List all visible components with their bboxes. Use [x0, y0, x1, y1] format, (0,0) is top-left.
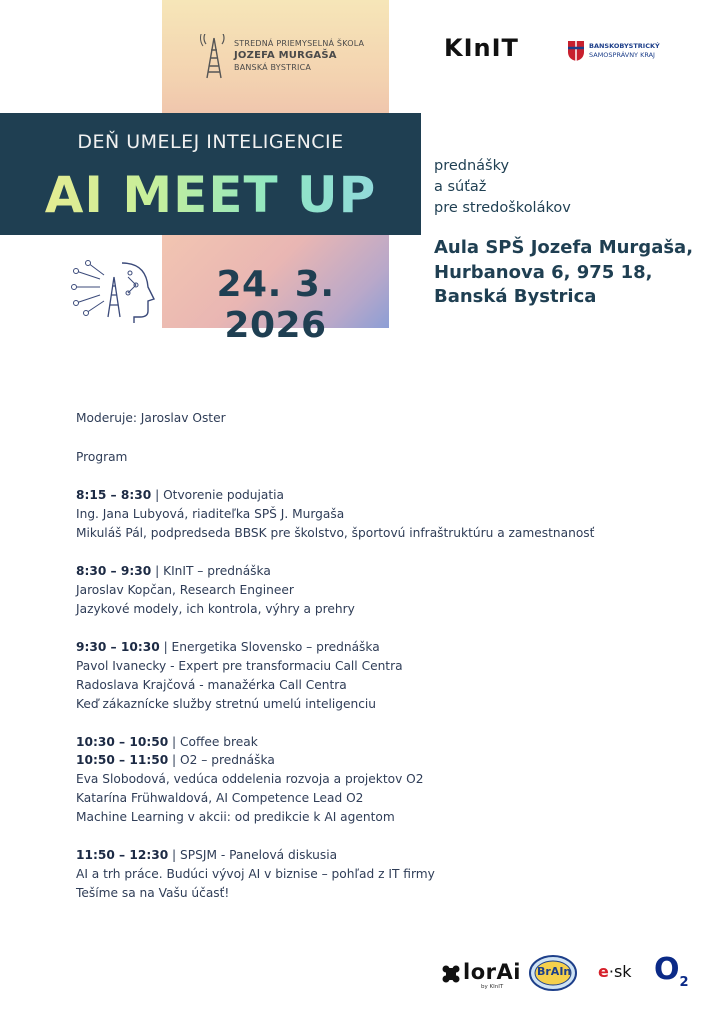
o2-logo [654, 952, 689, 990]
lead-line: prednášky [434, 158, 510, 174]
event-venue [434, 236, 693, 310]
venue-line: Aula SPŠ Jozefa Murgaša, [434, 237, 694, 258]
block-title: | O2 – prednáška [168, 753, 275, 767]
block-time: 10:30 – 10:50 [76, 735, 169, 749]
school-logo [198, 34, 378, 94]
kinit-logo: KInIT [444, 34, 519, 62]
lorai-mark-icon [441, 964, 461, 984]
block-title: | KInIT – prednáška [151, 564, 271, 578]
block-time: 8:15 – 8:30 [76, 488, 152, 502]
region-name-1: BANSKOBYSTRICKÝ [589, 42, 660, 50]
program-line: Keď zákaznícke služby stretnú umelú inteligenciu [76, 697, 377, 711]
region-logo [567, 40, 687, 64]
program-line: Jaroslav Kopčan, Research Engineer [76, 583, 294, 597]
block-time: 10:50 – 11:50 [76, 753, 169, 767]
program-line: Jazykové modely, ich kontrola, výhry a prehry [76, 602, 355, 616]
program-block-time-line [76, 564, 271, 578]
venue-line: Hurbanova 6, 975 18, [434, 261, 653, 283]
program-block-time-line [76, 848, 337, 862]
program-block-time-line [76, 640, 380, 654]
program-line: Eva Slobodová, vedúca oddelenia rozvoja a projektov O2 [76, 772, 424, 786]
o2-sub: 2 [679, 975, 689, 990]
venue-line: Banská Bystrica [434, 286, 597, 307]
program-line: Katarína Frühwaldová, AI Competence Lead O2 [76, 791, 364, 805]
block-time: 11:50 – 12:30 [76, 848, 169, 862]
lead-line: a súťaž [434, 179, 487, 195]
school-line-3: BANSKÁ BYSTRICA [234, 63, 312, 72]
lorai-wordmark: lorAi [463, 960, 521, 984]
antenna-tower-icon [198, 34, 230, 82]
esk-rest: ·sk [608, 962, 632, 981]
o2-letter: O [654, 952, 680, 987]
ai-head-icon [70, 257, 158, 325]
program-block-time-line [76, 488, 284, 502]
block-time: 9:30 – 10:30 [76, 640, 160, 654]
lead-line: pre stredoškolákov [434, 200, 571, 216]
block-time: 8:30 – 9:30 [76, 564, 152, 578]
lorai-byline: by KInIT [481, 984, 504, 990]
event-subtitle: DEŇ UMELEJ INTELIGENCIE [77, 131, 344, 153]
block-title: | Otvorenie podujatia [151, 488, 284, 502]
event-date: 24. 3. 2026 [216, 264, 335, 346]
event-title: AI MEET UP [0, 166, 421, 224]
program-line: Pavol Ivanecky - Expert pre transformaciu Call Centra [76, 659, 403, 673]
region-shield-icon [567, 40, 585, 62]
brain-wordmark: BrAIn [537, 965, 572, 978]
program-block-time-line [76, 735, 258, 749]
program-line: Radoslava Krajčová - manažérka Call Centra [76, 678, 347, 692]
block-title: | Coffee break [168, 735, 258, 749]
program-line: Mikuláš Pál, podpredseda BBSK pre školstvo, športovú infraštruktúru a zamestnanosť [76, 526, 595, 540]
school-line-2: JOZEFA MURGAŠA [234, 50, 337, 61]
program-line: Ing. Jana Lubyová, riaditeľka SPŠ J. Murgaša [76, 507, 345, 521]
program-heading: Program [76, 450, 128, 464]
program-line: Tešíme sa na Vašu účasť! [76, 886, 230, 900]
event-lead [434, 156, 571, 219]
program-line: AI a trh práce. Budúci vývoj AI v biznise – pohľad z IT firmy [76, 867, 435, 881]
program-line: Machine Learning v akcii: od predikcie k AI agentom [76, 810, 395, 824]
brain-logo [528, 954, 578, 992]
region-name-2: SAMOSPRÁVNY KRAJ [589, 51, 655, 59]
school-line-1: STREDNÁ PRIEMYSELNÁ ŠKOLA [234, 39, 365, 48]
block-title: | SPSJM - Panelová diskusia [168, 848, 338, 862]
program-block-time-line [76, 753, 275, 767]
block-title: | Energetika Slovensko – prednáška [159, 640, 380, 654]
moderator: Moderuje: Jaroslav Oster [76, 411, 226, 425]
esk-logo [598, 962, 632, 981]
esk-e: e [598, 962, 609, 981]
lorai-logo [441, 960, 521, 996]
